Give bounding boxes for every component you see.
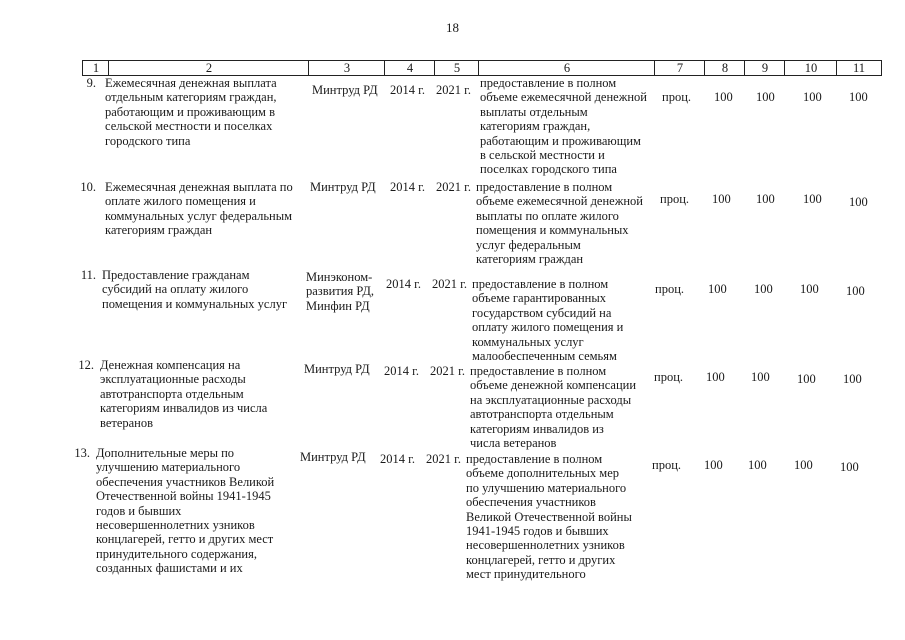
- end-year: 2021 г.: [430, 364, 465, 378]
- start-year: 2014 г.: [384, 364, 419, 378]
- start-year: 2014 г.: [390, 83, 425, 97]
- value-col-11: 100: [849, 90, 868, 104]
- executor: Минтруд РД: [300, 450, 366, 464]
- column-header-4: 4: [384, 60, 435, 76]
- measure-name: Предоставление гражданам субсидий на оплату жилого помещения и коммунальных услуг: [102, 268, 288, 311]
- end-year: 2021 г.: [432, 277, 467, 291]
- start-year: 2014 г.: [386, 277, 421, 291]
- column-header-3: 3: [308, 60, 385, 76]
- row-number: 13.: [74, 446, 90, 460]
- row-number: 9.: [86, 76, 96, 90]
- value-col-10: 100: [803, 192, 822, 206]
- row-number: 10.: [80, 180, 96, 194]
- measure-name: Денежная компенсация на эксплуатационные расходы автотранспорта отдельным категориям инвалидов из числа ветеранов: [100, 358, 268, 430]
- column-header-1: 1: [82, 60, 109, 76]
- measure-name: Дополнительные меры по улучшению материального обеспечения участников Великой Отечественной войны 1941-1945 годов и бывших несовершеннолетних узников концлагерей, гетто и других мест принудительного содержания, созданных фашистами и их: [96, 446, 275, 576]
- column-header-7: 7: [654, 60, 705, 76]
- page-number: 18: [446, 20, 459, 35]
- expected-result: предоставление в полном объеме денежной компенсации на эксплуатационные расходы автотранспорта отдельным категориям инвалидов из числа ветеранов: [470, 364, 637, 451]
- value-col-9: 100: [756, 90, 775, 104]
- end-year: 2021 г.: [436, 180, 471, 194]
- expected-result: предоставление в полном объеме дополнительных мер по улучшению материального обеспечения участников Великой Отечественной войны 1941-1945 годов и бывших несовершеннолетних узников концлагерей, гетто и других мест принудительного: [466, 452, 632, 582]
- column-header-6: 6: [478, 60, 655, 76]
- value-col-10: 100: [794, 458, 813, 472]
- unit: проц.: [655, 282, 685, 296]
- value-col-11: 100: [840, 460, 859, 474]
- unit: проц.: [654, 370, 684, 384]
- start-year: 2014 г.: [390, 180, 425, 194]
- value-col-10: 100: [797, 372, 816, 386]
- value-col-10: 100: [800, 282, 819, 296]
- expected-result: предоставление в полном объеме ежемесячной денежной выплаты отдельным категориям граждан, работающим и проживающим в сельской местности и поселках городского типа: [480, 76, 647, 177]
- value-col-11: 100: [843, 372, 862, 386]
- executor: Минэконом- развития РД, Минфин РД: [306, 270, 375, 313]
- value-col-8: 100: [712, 192, 731, 206]
- column-header-11: 11: [836, 60, 882, 76]
- column-header-2: 2: [108, 60, 309, 76]
- start-year: 2014 г.: [380, 452, 415, 466]
- value-col-9: 100: [756, 192, 775, 206]
- end-year: 2021 г.: [436, 83, 471, 97]
- value-col-9: 100: [754, 282, 773, 296]
- column-header-9: 9: [744, 60, 785, 76]
- value-col-10: 100: [803, 90, 822, 104]
- value-col-11: 100: [849, 195, 868, 209]
- measure-name: Ежемесячная денежная выплата отдельным категориям граждан, работающим и проживающим в сельской местности и поселках городского типа: [105, 76, 277, 148]
- value-col-9: 100: [751, 370, 770, 384]
- measure-name: Ежемесячная денежная выплата по оплате жилого помещения и коммунальных услуг федеральным категориям граждан: [105, 180, 293, 238]
- unit: проц.: [660, 192, 690, 206]
- executor: Минтруд РД: [312, 83, 378, 97]
- value-col-8: 100: [708, 282, 727, 296]
- unit: проц.: [662, 90, 692, 104]
- unit: проц.: [652, 458, 682, 472]
- value-col-8: 100: [714, 90, 733, 104]
- column-header-10: 10: [784, 60, 837, 76]
- column-header-8: 8: [704, 60, 745, 76]
- expected-result: предоставление в полном объеме гарантированных государством субсидий на оплату жилого помещения и коммунальных услуг малообеспеченным семьям: [472, 277, 624, 364]
- column-header-5: 5: [434, 60, 479, 76]
- value-col-8: 100: [706, 370, 725, 384]
- row-number: 12.: [78, 358, 94, 372]
- executor: Минтруд РД: [310, 180, 376, 194]
- row-number: 11.: [80, 268, 96, 282]
- value-col-9: 100: [748, 458, 767, 472]
- executor: Минтруд РД: [304, 362, 370, 376]
- value-col-11: 100: [846, 284, 865, 298]
- end-year: 2021 г.: [426, 452, 461, 466]
- expected-result: предоставление в полном объеме ежемесячной денежной выплаты по оплате жилого помещения и коммунальных услуг федеральным категориям граждан: [476, 180, 643, 267]
- value-col-8: 100: [704, 458, 723, 472]
